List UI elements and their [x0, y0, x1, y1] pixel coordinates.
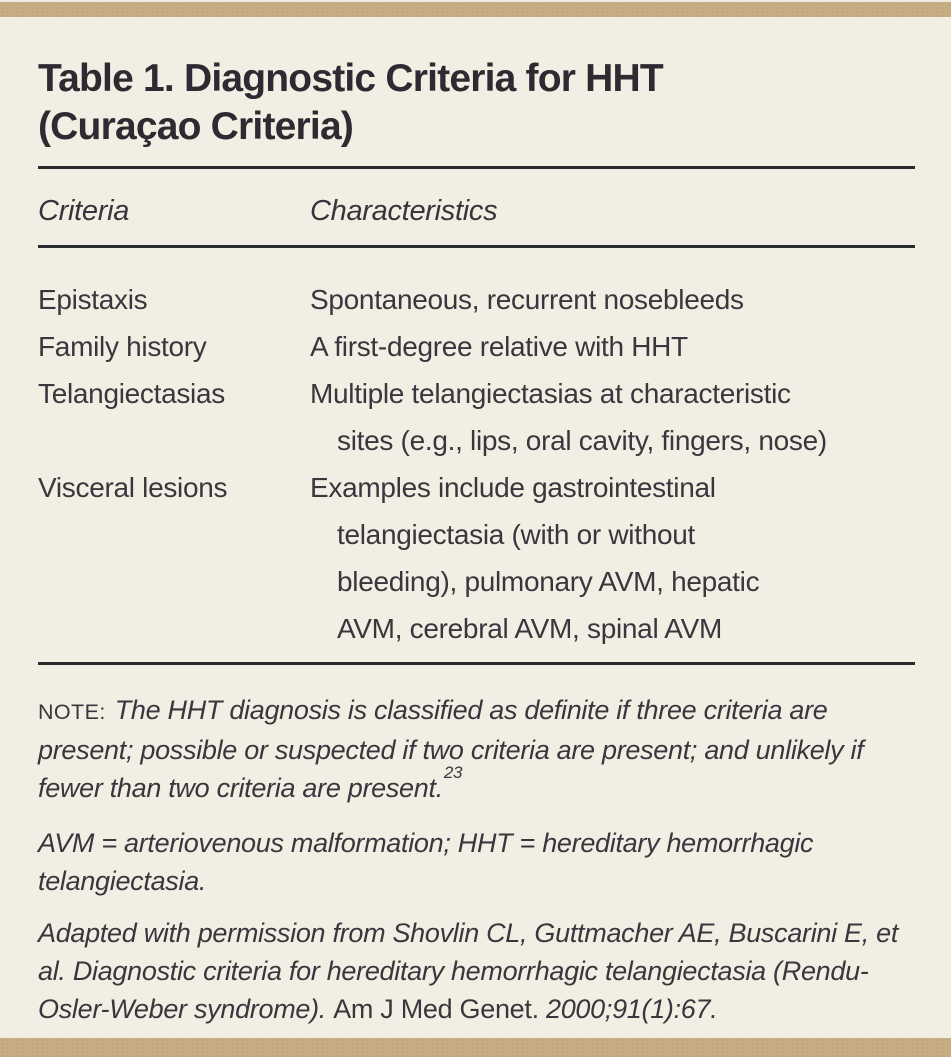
bottom-accent-bar — [0, 1038, 951, 1057]
citation-volume-page: 2000;91(1):67. — [538, 994, 718, 1024]
table-header-row — [38, 169, 915, 245]
criteria-cell: Visceral lesions — [38, 472, 228, 503]
citation-journal-name: Am J Med Genet. — [333, 994, 539, 1024]
title-line-1: Table 1. Diagnostic Criteria for HHT — [38, 57, 663, 100]
note-paragraph — [38, 691, 915, 807]
characteristics-cell — [310, 370, 915, 464]
characteristics-line: bleeding), pulmonary AVM, hepatic — [337, 566, 760, 597]
characteristics-line: telangiectasia (with or without — [337, 519, 695, 550]
top-accent-bar — [0, 0, 951, 17]
characteristics-line: Spontaneous, recurrent nosebleeds — [310, 284, 744, 315]
characteristics-line: AVM, cerebral AVM, spinal AVM — [337, 613, 722, 644]
note-text: The HHT diagnosis is classified as definite if three criteria are present; possible or suspected if two criteria are present; and unlikely if fewer than two criteria are present. — [38, 695, 864, 803]
citation-paragraph — [38, 914, 915, 1028]
table-body — [38, 248, 915, 662]
characteristics-cell — [310, 323, 915, 370]
divider-bottom — [38, 662, 915, 665]
note-label: NOTE: — [38, 700, 106, 724]
title-line-2: (Curaçao Criteria) — [38, 105, 354, 148]
characteristics-cell — [310, 464, 915, 652]
characteristics-cell — [310, 276, 915, 323]
column-header-characteristics: Characteristics — [310, 195, 498, 227]
characteristics-line: A first-degree relative with HHT — [310, 331, 688, 362]
note-reference-number: 23 — [443, 763, 463, 782]
criteria-cell: Family history — [38, 331, 207, 362]
abbreviations-paragraph: AVM = arteriovenous malformation; HHT = hereditary hemorrhagic telangiectasia. — [38, 828, 814, 896]
table-row — [38, 323, 915, 370]
criteria-cell: Epistaxis — [38, 284, 148, 315]
page-title — [38, 55, 915, 151]
column-header-criteria: Criteria — [38, 195, 130, 227]
table-row — [38, 464, 915, 652]
table-content — [38, 17, 915, 1028]
characteristics-line: Multiple telangiectasias at characteristic — [310, 378, 791, 409]
citation-text: Adapted with permission from Shovlin CL, Guttmacher AE, Buscarini E, et al. Diagnostic criteria for hereditary hemorrhagic telangiectasia (Rendu-Osler-Weber syndrome). — [38, 918, 899, 1024]
characteristics-line: sites (e.g., lips, oral cavity, fingers, nose) — [337, 425, 827, 456]
table-row — [38, 276, 915, 323]
criteria-cell: Telangiectasias — [38, 378, 225, 409]
table-row — [38, 370, 915, 464]
characteristics-line: Examples include gastrointestinal — [310, 472, 716, 503]
